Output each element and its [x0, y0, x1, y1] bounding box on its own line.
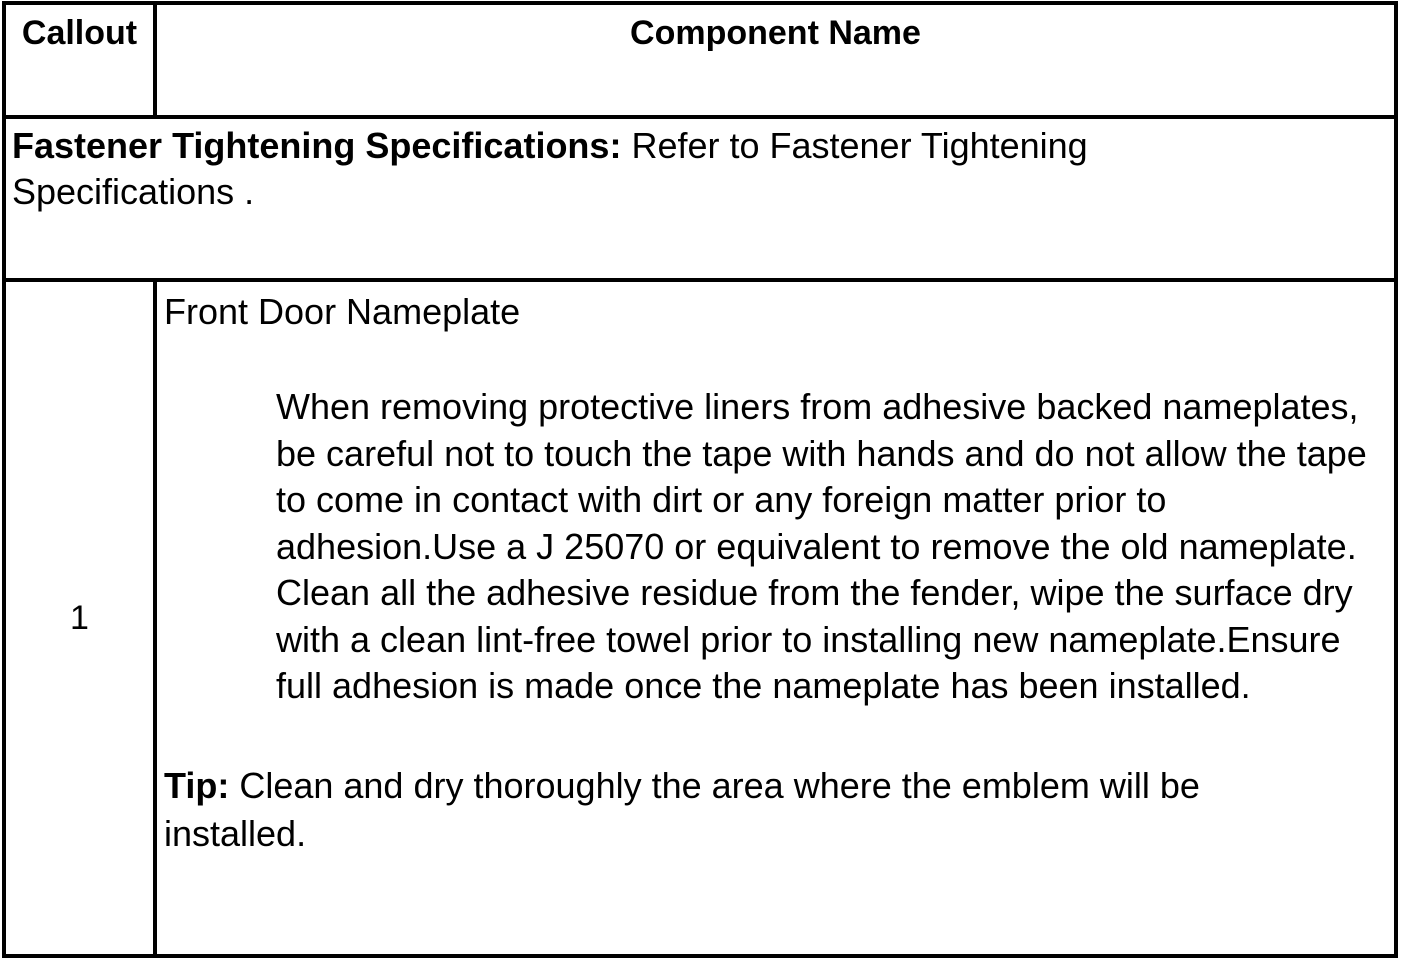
tip-text: Clean and dry thoroughly the area where the emblem will be installed. [164, 764, 1200, 854]
component-table [2, 1, 1398, 958]
component-name: Front Door Nameplate [164, 291, 521, 332]
component-tip [164, 762, 1314, 858]
table-header-row [4, 3, 1396, 117]
table-row [4, 280, 1396, 956]
component-note: When removing protective liners from adhesive backed nameplates, be careful not to touch the tape with hands and do not allow the tape to come in contact with dirt or any foreign matter prior to adhesion.Use a J 25070 or equivalent to remove the old nameplate. Clean all the adhesive residue from the fender, wipe the surface dry with a clean lint-free towel prior to installing new nameplate.Ensure full adhesion is made once the nameplate has been installed. [276, 386, 1367, 706]
callout-header-label: Callout [21, 14, 138, 52]
callout-number: 1 [4, 280, 155, 956]
callout-column-header [4, 3, 155, 117]
component-cell [155, 280, 1396, 956]
fastener-spec-reference: Refer to Fastener Tightening Specifications . [12, 125, 1088, 212]
fastener-spec-text [12, 123, 1192, 215]
fastener-spec-label: Fastener Tightening Specifications: [12, 125, 622, 166]
component-name-header-label: Component Name [630, 14, 921, 52]
fastener-spec-cell [4, 117, 1396, 280]
fastener-spec-row [4, 117, 1396, 280]
component-name-column-header [155, 3, 1396, 117]
tip-label: Tip: [164, 764, 230, 806]
